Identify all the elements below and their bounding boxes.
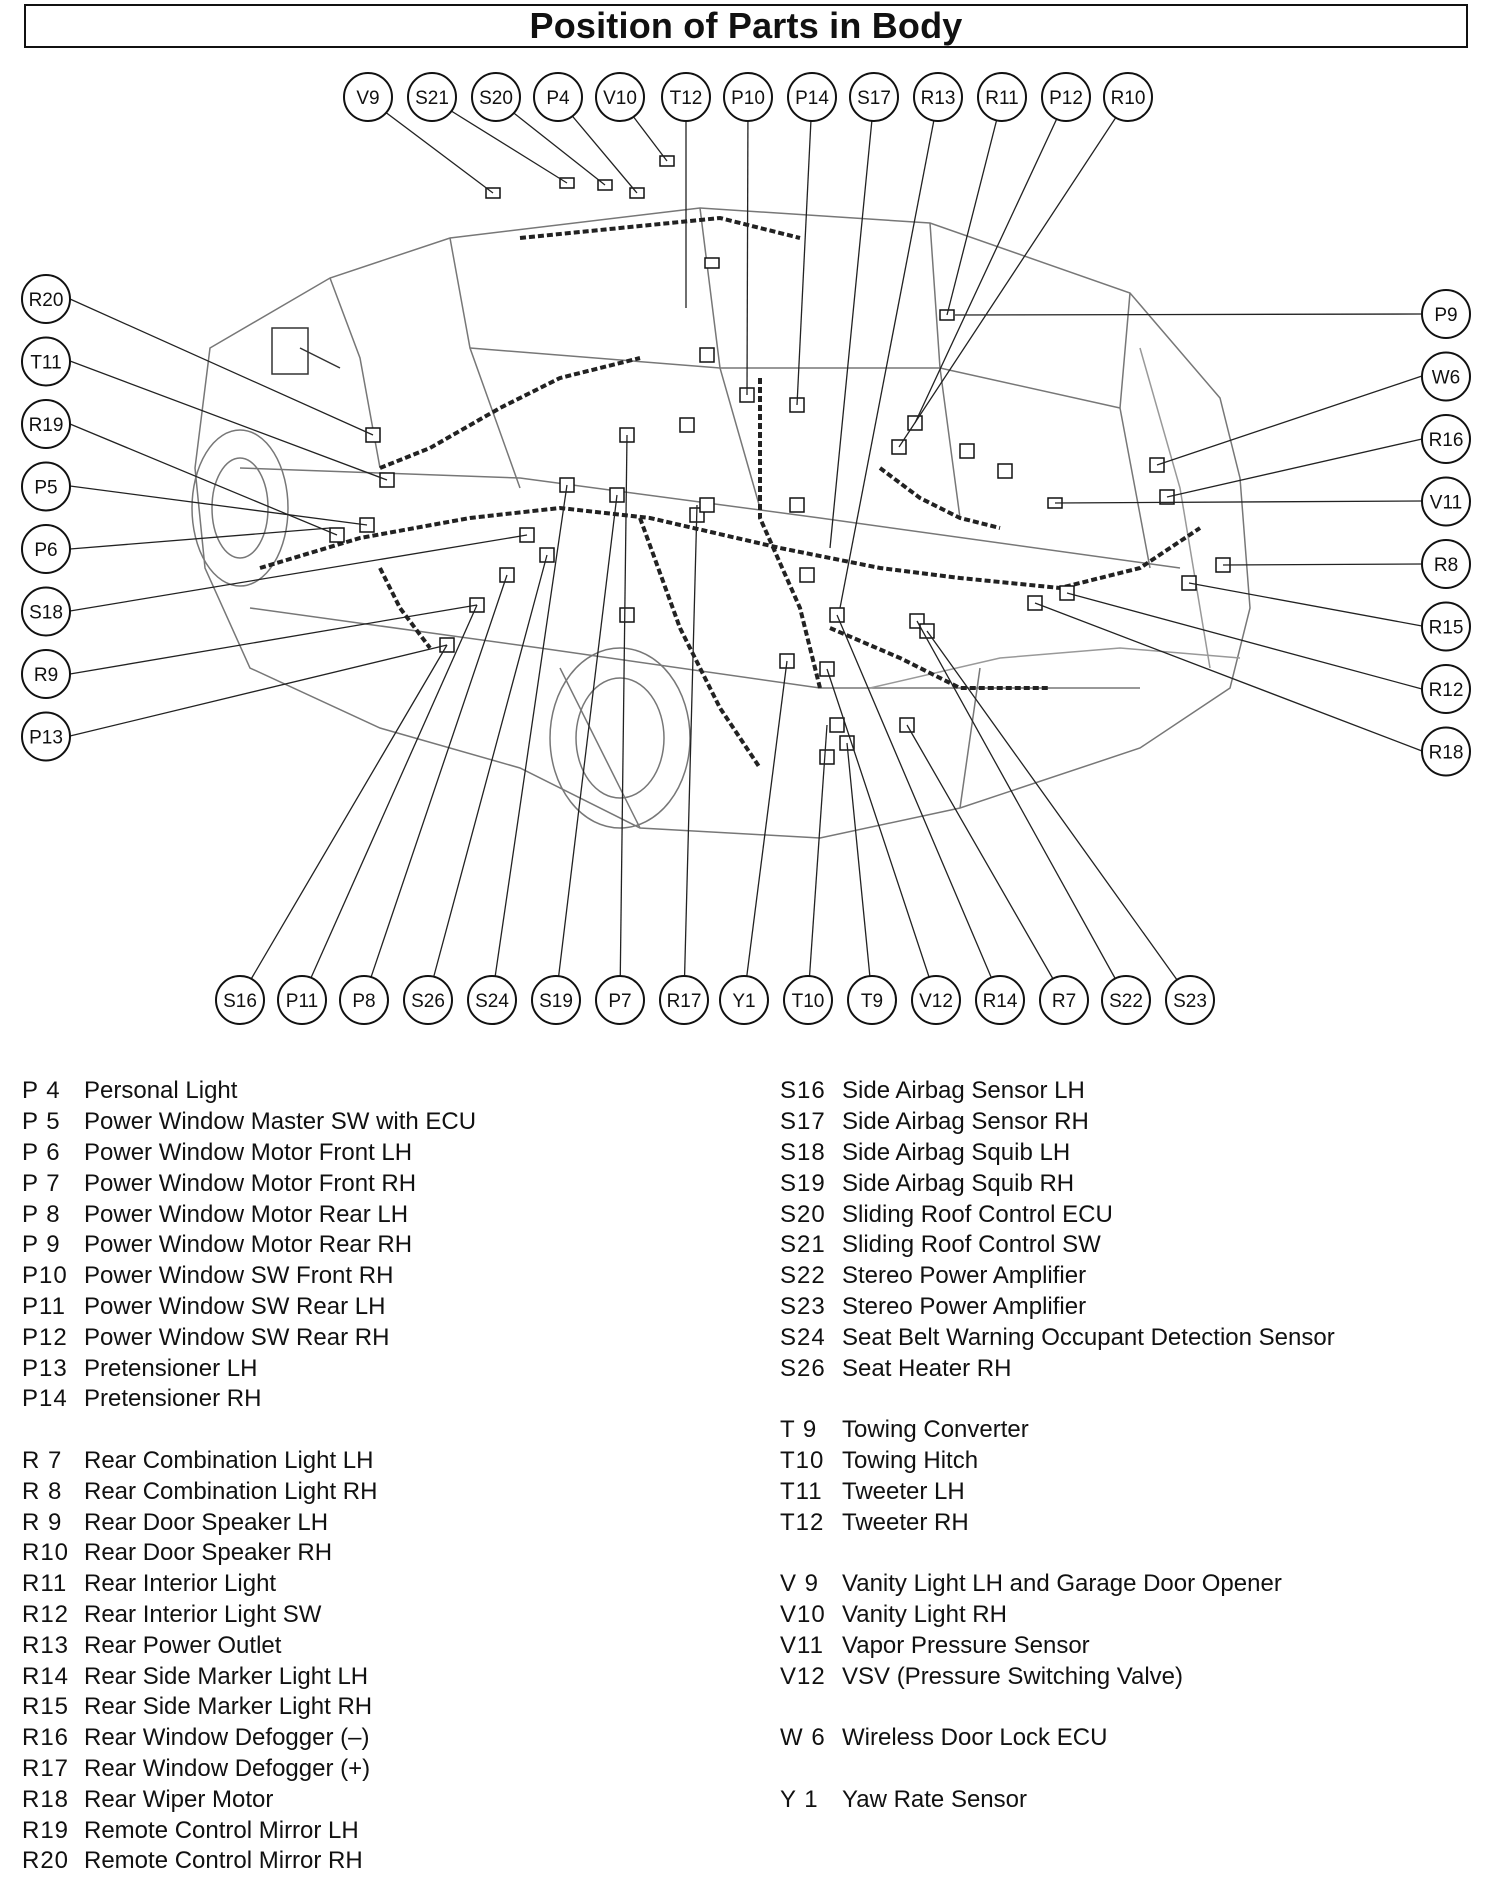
- legend-code: S23: [780, 1292, 826, 1320]
- legend-code: S19: [780, 1169, 826, 1197]
- legend-right: [780, 1076, 1335, 1815]
- legend-code: R14: [22, 1662, 70, 1690]
- callout-r17: [660, 976, 708, 1024]
- callout-label: R12: [1428, 680, 1464, 701]
- legend-code: P11: [22, 1292, 66, 1320]
- callout-label: R16: [1428, 430, 1464, 451]
- legend-code: R17: [22, 1754, 70, 1782]
- callout-label: R9: [33, 665, 59, 686]
- callout-label: T12: [669, 88, 703, 109]
- callout-s21: [408, 73, 456, 121]
- callout-label: P10: [731, 88, 765, 109]
- legend-row: [22, 1353, 476, 1384]
- legend-row: [22, 1230, 476, 1261]
- legend-label: Pretensioner LH: [84, 1354, 258, 1382]
- connectors: [330, 156, 1230, 764]
- legend-label: Power Window Motor Rear RH: [84, 1231, 413, 1259]
- legend-label: Rear Door Speaker LH: [84, 1508, 329, 1536]
- legend-row: [780, 1630, 1335, 1661]
- legend-label: Wireless Door Lock ECU: [842, 1724, 1108, 1752]
- legend-label: Side Airbag Squib RH: [842, 1169, 1075, 1197]
- callout-label: Y1: [732, 991, 756, 1012]
- legend-code: S22: [780, 1262, 826, 1290]
- legend-row: [22, 1630, 476, 1661]
- callout-label: S22: [1109, 991, 1143, 1012]
- legend-code: R19: [22, 1816, 70, 1844]
- callout-label: T11: [30, 352, 62, 374]
- legend-label: Power Window Master SW with ECU: [84, 1108, 477, 1136]
- legend-row: [22, 1476, 476, 1507]
- callout-label: S19: [539, 991, 573, 1012]
- callout-label: P12: [1049, 88, 1083, 109]
- legend-label: Seat Heater RH: [842, 1354, 1012, 1382]
- legend-label: Rear Side Marker Light RH: [84, 1693, 373, 1721]
- legend-code: R15: [22, 1693, 70, 1721]
- legend-row: [22, 1076, 476, 1107]
- legend-code: S21: [780, 1231, 826, 1259]
- callout-r11: [978, 73, 1026, 121]
- legend-code: Y 1: [780, 1785, 819, 1813]
- legend-row: [780, 1415, 1335, 1446]
- callout-label: V10: [603, 88, 637, 109]
- legend-row: [22, 1692, 476, 1723]
- legend-label: VSV (Pressure Switching Valve): [842, 1662, 1184, 1690]
- callout-p5: [22, 463, 70, 511]
- legend-code: T 9: [780, 1416, 818, 1444]
- legend-row: [780, 1230, 1335, 1261]
- callout-label: P8: [352, 991, 376, 1012]
- legend-row: [780, 1569, 1335, 1600]
- legend-row: [22, 1168, 476, 1199]
- callout-s24: [468, 976, 516, 1024]
- callout-p4: [534, 73, 582, 121]
- callout-label: T10: [791, 991, 825, 1012]
- legend-row: [780, 1353, 1335, 1384]
- callout-p7: [596, 976, 644, 1024]
- callout-r8: [1422, 540, 1470, 588]
- callout-label: S24: [475, 991, 509, 1012]
- callout-p14: [788, 73, 836, 121]
- callout-p12: [1042, 73, 1090, 121]
- callout-s19: [532, 976, 580, 1024]
- legend-label: Rear Combination Light RH: [84, 1477, 378, 1505]
- callout-label: P11: [285, 991, 319, 1012]
- callout-r9: [22, 650, 70, 698]
- legend-code: T12: [780, 1508, 825, 1536]
- callout-t12: [662, 73, 710, 121]
- legend-label: Power Window SW Front RH: [84, 1262, 394, 1290]
- callout-label: S21: [415, 88, 449, 109]
- legend-code: V12: [780, 1662, 826, 1690]
- legend-row: [22, 1261, 476, 1292]
- callout-s20: [472, 73, 520, 121]
- legend-row: [780, 1261, 1335, 1292]
- legend-code: R 8: [22, 1477, 63, 1505]
- legend-label: Rear Window Defogger (–): [84, 1724, 370, 1752]
- legend-left: [22, 1076, 476, 1877]
- legend-row: [22, 1784, 476, 1815]
- callout-label: P13: [29, 727, 63, 749]
- legend-label: Power Window Motor Rear LH: [84, 1200, 409, 1228]
- legend-code: P 6: [22, 1138, 61, 1166]
- legend-code: S26: [780, 1354, 826, 1382]
- callout-y1: [720, 976, 768, 1024]
- legend-code: R12: [22, 1600, 70, 1628]
- legend-label: Vapor Pressure Sensor: [842, 1631, 1090, 1659]
- legend-label: Rear Interior Light: [84, 1570, 277, 1598]
- legend-row: [780, 1446, 1335, 1477]
- legend-row: [22, 1815, 476, 1846]
- callout-p6: [22, 525, 70, 573]
- callout-p13: [22, 713, 70, 761]
- parts-diagram: [0, 48, 1504, 1038]
- legend-code: V11: [780, 1631, 824, 1659]
- legend-label: Remote Control Mirror RH: [84, 1847, 363, 1875]
- legend-label: Vanity Light RH: [842, 1600, 1007, 1628]
- legend-row: [22, 1754, 476, 1785]
- legend-row: [22, 1292, 476, 1323]
- legend-code: R 7: [22, 1446, 63, 1474]
- legend-code: T11: [780, 1477, 823, 1505]
- legend-label: Seat Belt Warning Occupant Detection Sensor: [842, 1323, 1335, 1351]
- callout-r20: [22, 275, 70, 323]
- legend-code: P 7: [22, 1169, 61, 1197]
- callout-p10: [724, 73, 772, 121]
- legend-row: [22, 1723, 476, 1754]
- callout-label: R10: [1110, 88, 1146, 109]
- legend-label: Side Airbag Sensor RH: [842, 1108, 1089, 1136]
- callout-label: R8: [1433, 555, 1459, 576]
- legend-label: Stereo Power Amplifier: [842, 1292, 1087, 1320]
- legend-code: P 4: [22, 1077, 61, 1105]
- legend-row: [22, 1538, 476, 1569]
- callout-label: R19: [28, 415, 64, 436]
- legend-code: V 9: [780, 1570, 820, 1598]
- legend-label: Remote Control Mirror LH: [84, 1816, 359, 1844]
- legend-row: [780, 1322, 1335, 1353]
- callout-t9: [848, 976, 896, 1024]
- callout-r7: [1040, 976, 1088, 1024]
- legend-code: R20: [22, 1847, 70, 1875]
- callout-label: P14: [795, 88, 829, 109]
- legend-code: S17: [780, 1108, 826, 1136]
- callout-s16: [216, 976, 264, 1024]
- legend-label: Vanity Light LH and Garage Door Opener: [842, 1570, 1282, 1598]
- legend-label: Towing Hitch: [842, 1446, 979, 1474]
- legend-row: [780, 1723, 1335, 1754]
- callout-label: P4: [546, 88, 570, 109]
- wire-harness: [260, 218, 1200, 768]
- callout-label: P7: [608, 991, 632, 1012]
- callout-label: V12: [919, 991, 953, 1012]
- legend-label: Pretensioner RH: [84, 1385, 262, 1413]
- legend-code: W 6: [780, 1724, 826, 1752]
- legend-code: R10: [22, 1539, 70, 1567]
- callout-v9: [344, 73, 392, 121]
- legend-label: Rear Wiper Motor: [84, 1785, 274, 1813]
- legend-label: Power Window SW Rear LH: [84, 1292, 386, 1320]
- callouts-bottom: [216, 976, 1214, 1024]
- legend-row: [22, 1446, 476, 1477]
- legend-label: Rear Power Outlet: [84, 1631, 282, 1659]
- legend-gap: [780, 1384, 1335, 1415]
- legend-code: S18: [780, 1138, 826, 1166]
- legend-code: P13: [22, 1354, 68, 1382]
- legend-code: V10: [780, 1600, 826, 1628]
- legend-label: Tweeter LH: [842, 1477, 965, 1505]
- legend-gap: [780, 1538, 1335, 1569]
- callout-label: W6: [1431, 367, 1461, 389]
- callout-r10: [1104, 73, 1152, 121]
- legend-row: [22, 1600, 476, 1631]
- legend-label: Rear Side Marker Light LH: [84, 1662, 369, 1690]
- callout-v11: [1422, 478, 1470, 526]
- callout-label: T9: [860, 991, 884, 1012]
- legend-row: [22, 1138, 476, 1169]
- callout-v12: [912, 976, 960, 1024]
- legend-label: Rear Interior Light SW: [84, 1600, 322, 1628]
- callout-label: R18: [1428, 742, 1464, 764]
- title-box: [24, 4, 1468, 48]
- legend-label: Power Window SW Rear RH: [84, 1323, 390, 1351]
- legend-row: [780, 1076, 1335, 1107]
- legend-label: Tweeter RH: [842, 1508, 969, 1536]
- legend-code: R13: [22, 1631, 70, 1659]
- legend-code: S16: [780, 1077, 826, 1105]
- legend-code: R 9: [22, 1508, 63, 1536]
- callout-r16: [1422, 415, 1470, 463]
- callout-w6: [1422, 353, 1470, 401]
- callout-label: V9: [356, 88, 380, 109]
- callout-t11: [22, 338, 70, 386]
- legend-gap: [780, 1692, 1335, 1723]
- legend-row: [22, 1569, 476, 1600]
- legend-label: Side Airbag Sensor LH: [842, 1077, 1085, 1105]
- callout-r15: [1422, 603, 1470, 651]
- legend-row: [780, 1600, 1335, 1631]
- callout-label: R20: [28, 290, 64, 311]
- legend-row: [780, 1507, 1335, 1538]
- legend-code: R11: [22, 1570, 68, 1598]
- callouts-top: [344, 73, 1152, 121]
- legend-row: [22, 1846, 476, 1877]
- legend-label: Yaw Rate Sensor: [842, 1785, 1027, 1813]
- legend-label: Rear Combination Light LH: [84, 1446, 374, 1474]
- callout-label: P6: [34, 540, 58, 561]
- page-title: Position of Parts in Body: [529, 5, 963, 46]
- callout-label: V11: [1429, 492, 1463, 514]
- legend-row: [780, 1661, 1335, 1692]
- leader-lines: [70, 99, 1422, 998]
- legend-code: R18: [22, 1785, 70, 1813]
- legend-row: [22, 1199, 476, 1230]
- legend-gap: [780, 1754, 1335, 1785]
- legend-code: R16: [22, 1724, 70, 1752]
- legend-row: [22, 1384, 476, 1415]
- legend-code: P 8: [22, 1200, 61, 1228]
- callout-label: S17: [857, 88, 891, 109]
- legend-row: [780, 1199, 1335, 1230]
- callout-label: S18: [29, 602, 63, 624]
- callout-label: R7: [1051, 991, 1077, 1012]
- callout-r14: [976, 976, 1024, 1024]
- callout-r13: [914, 73, 962, 121]
- legend-label: Side Airbag Squib LH: [842, 1138, 1071, 1166]
- callout-p9: [1422, 290, 1470, 338]
- callout-label: S20: [479, 88, 513, 109]
- legend-code: S20: [780, 1200, 826, 1228]
- callout-r18: [1422, 728, 1470, 776]
- callout-label: R14: [982, 991, 1018, 1012]
- callout-label: S23: [1173, 991, 1207, 1012]
- legend-label: Personal Light: [84, 1077, 238, 1105]
- callout-label: P9: [1434, 305, 1458, 326]
- callout-label: S16: [223, 991, 257, 1012]
- legend-row: [22, 1322, 476, 1353]
- legend-label: Stereo Power Amplifier: [842, 1262, 1087, 1290]
- legend-code: P12: [22, 1323, 68, 1351]
- legend-row: [22, 1661, 476, 1692]
- legend-row: [780, 1168, 1335, 1199]
- callout-s26: [404, 976, 452, 1024]
- callout-t10: [784, 976, 832, 1024]
- legend-code: P 9: [22, 1231, 61, 1259]
- callout-v10: [596, 73, 644, 121]
- legend-code: P10: [22, 1262, 68, 1290]
- callout-s18: [22, 588, 70, 636]
- legend-row: [780, 1476, 1335, 1507]
- callout-r12: [1422, 665, 1470, 713]
- callout-p8: [340, 976, 388, 1024]
- callout-s17: [850, 73, 898, 121]
- callout-label: R15: [1428, 617, 1464, 639]
- legend-label: Power Window Motor Front LH: [84, 1138, 413, 1166]
- callout-label: R17: [666, 991, 702, 1012]
- legend-label: Sliding Roof Control ECU: [842, 1200, 1113, 1228]
- callout-label: S26: [411, 991, 445, 1012]
- callout-r19: [22, 400, 70, 448]
- legend-row: [22, 1507, 476, 1538]
- callout-label: P5: [34, 477, 58, 499]
- legend-code: S24: [780, 1323, 826, 1351]
- callout-s22: [1102, 976, 1150, 1024]
- legend-label: Rear Window Defogger (+): [84, 1754, 371, 1782]
- callout-p11: [278, 976, 326, 1024]
- callouts-right: [1422, 290, 1470, 776]
- legend-row: [780, 1138, 1335, 1169]
- callouts-left: [22, 275, 70, 761]
- legend-code: T10: [780, 1446, 825, 1474]
- legend-code: P14: [22, 1385, 68, 1413]
- legend-gap: [22, 1415, 476, 1446]
- legend-label: Sliding Roof Control SW: [842, 1231, 1101, 1259]
- legend-code: P 5: [22, 1108, 61, 1136]
- legend-row: [780, 1107, 1335, 1138]
- legend-label: Towing Converter: [842, 1416, 1029, 1444]
- legend-row: [780, 1784, 1335, 1815]
- legend-row: [780, 1292, 1335, 1323]
- callout-s23: [1166, 976, 1214, 1024]
- callout-label: R13: [920, 88, 956, 109]
- legend-label: Power Window Motor Front RH: [84, 1169, 417, 1197]
- legend-row: [22, 1107, 476, 1138]
- callout-label: R11: [985, 88, 1019, 109]
- legend-label: Rear Door Speaker RH: [84, 1539, 333, 1567]
